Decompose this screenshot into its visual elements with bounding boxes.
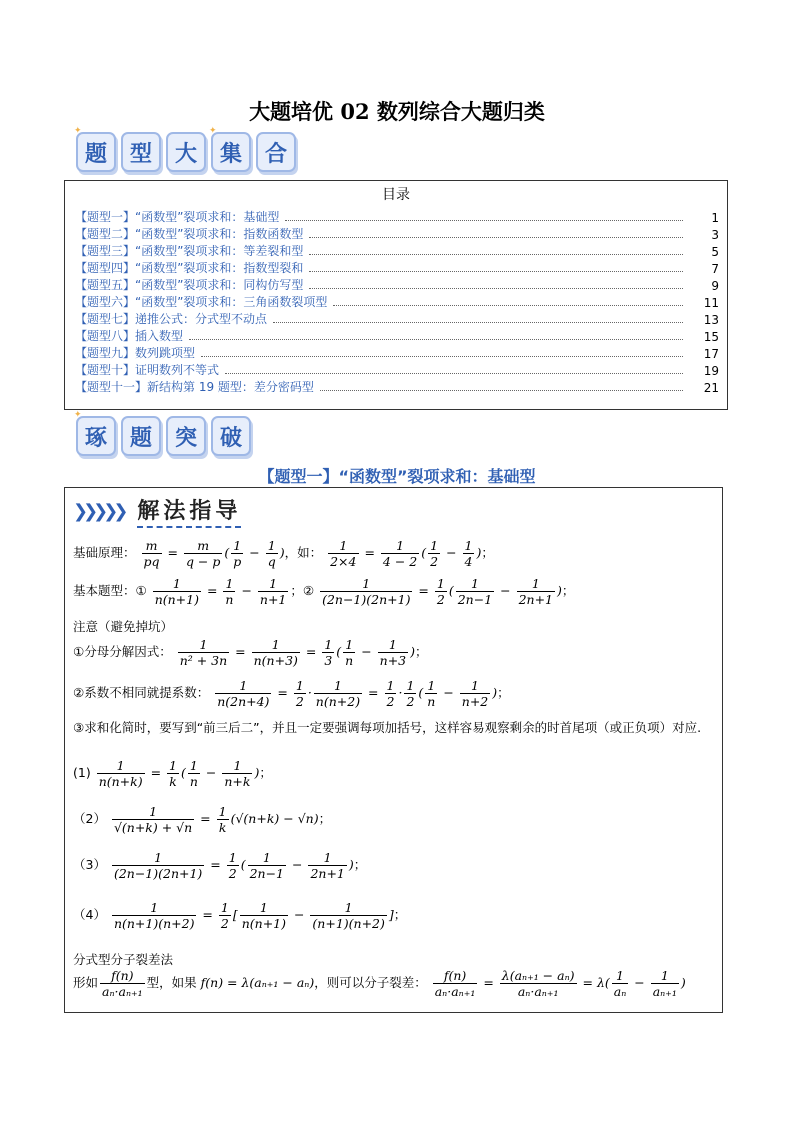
guide-title: 解法指导 — [137, 494, 241, 528]
toc-item[interactable]: 【题型九】数列跳项型 17 — [75, 346, 719, 361]
chevron-right-icon: ❯❯❯❯❯ — [73, 500, 124, 522]
fraction-split-heading: 分式型分子裂差法 — [73, 952, 174, 967]
toc-item[interactable]: 【题型一】“函数型”裂项求和：基础型 1 — [75, 210, 719, 225]
note-factor-line: ①分母分解因式： $\frac{1}{\text{n² + 3n}}$ = $\frac{1}{n(n+3)}$ = $\frac{1}{3}$ ( $\frac{1}{n}$ − $\frac{1}{n+3}$ )； — [73, 637, 428, 668]
formula-2: （2） $\frac{1}{√(n+k) + √n}$ = $\frac{1}{k}$ (√(n+k) − √n)； — [73, 804, 332, 835]
banner-tile: 合 — [256, 132, 296, 172]
toc-item[interactable]: 【题型五】“函数型”裂项求和：同构仿写型 9 — [75, 278, 719, 293]
formula-3: （3） $\frac{1}{(2n-1)(2n+1)}$ = $\frac{1}{2}$ ( $\frac{1}{2n-1}$ − $\frac{1}{2n+1}$ )； — [73, 850, 367, 881]
guide-header — [73, 494, 241, 528]
sparkle-icon: ✦ — [209, 126, 217, 136]
section-heading: 【题型一】“函数型”裂项求和：基础型 — [258, 467, 536, 486]
toc-item[interactable]: 【题型七】递推公式：分式型不动点 13 — [75, 312, 719, 327]
note-heading: 注意（避免掉坑） — [73, 619, 174, 634]
basic-principle-line: 基础原理： $\frac{m}{pq}$ = $\frac{m}{q - p}$ ( $\frac{1}{p}$ − $\frac{1}{q}$ )，如： $\frac{1}{2\times 4}$ = $\frac{1}{4 - 2}$ ( $\frac{1}{2}$ − $\frac{1}{4}$ )； — [73, 538, 494, 569]
note-summation-text: ③求和化简时，要写到“前三后二”，并且一定要强调每项加括号，这样容易观察剩余的时首尾项（或正负项）对应. — [73, 720, 702, 735]
toc-item[interactable]: 【题型二】“函数型”裂项求和：指数函数型 3 — [75, 227, 719, 242]
toc-item[interactable]: 【题型三】“函数型”裂项求和：等差裂和型 5 — [75, 244, 719, 259]
banner-question-types — [74, 126, 296, 172]
banner-tile: 突 — [166, 416, 206, 456]
document-title: 大题培优 02 数列综合大题归类 — [249, 99, 545, 124]
sparkle-icon: ✦ — [74, 126, 82, 136]
toc-item[interactable]: 【题型十一】新结构第 19 题型：差分密码型 21 — [75, 380, 719, 395]
toc-item[interactable]: 【题型四】“函数型”裂项求和：指数型裂和 7 — [75, 261, 719, 276]
banner-tile: 题 — [121, 416, 161, 456]
banner-tile: 大 — [166, 132, 206, 172]
basic-types-line: 基本题型：① $\frac{1}{n(n+1)}$ = $\frac{1}{n}$ − $\frac{1}{n+1}$ ；② $\frac{1}{(2n-1)(2n+1)}$ = $\frac{1}{2}$ ( $\frac{1}{2n-1}$ − $\frac{1}{2n+1}$ )； — [73, 576, 575, 607]
sparkle-icon: ✦ — [74, 410, 82, 420]
formula-1: (1) $\frac{1}{n(n+k)}$ = $\frac{1}{k}$ ( $\frac{1}{n}$ − $\frac{1}{n+k}$ )； — [73, 758, 272, 789]
banner-tile: ✦ 集 — [211, 132, 251, 172]
note-coefficient-line: ②系数不相同就提系数： $\frac{1}{n(2n+4)}$ = $\frac{1}{2}$ · $\frac{1}{n(n+2)}$ = $\frac{1}{2}$ · $\frac{1}{2}$ ( $\frac{1}{n}$ − $\frac{1}{n+2}$ )； — [73, 678, 510, 709]
toc-item[interactable]: 【题型八】插入数型 15 — [75, 329, 719, 344]
table-of-contents — [64, 180, 728, 410]
method-guide-box — [64, 487, 723, 1013]
banner-tile: ✦ 题 — [76, 132, 116, 172]
fraction-split-line: 形如 $\frac{f(n)}{\text{aₙ·aₙ₊₁}}$ 型，如果 f(n) = λ(aₙ₊₁ − aₙ)，则可以分子裂差： $\frac{f(n)}{\text{aₙ·aₙ₊₁}}$ = $\frac{\text{λ(aₙ₊₁ − aₙ)}}{\text{aₙ·aₙ₊₁}}$ = λ( $\frac{1}{\text{aₙ}}$ − $\frac{1}{\text{aₙ₊₁}}$ ) — [73, 968, 686, 999]
banner-problem-breakthrough — [74, 410, 251, 456]
formula-4: （4） $\frac{1}{n(n+1)(n+2)}$ = $\frac{1}{2}$ [ $\frac{1}{n(n+1)}$ − $\frac{1}{(n+1)(n+2)}$ ]； — [73, 900, 407, 931]
toc-item[interactable]: 【题型十】证明数列不等式 19 — [75, 363, 719, 378]
banner-tile: 破 — [211, 416, 251, 456]
banner-tile: ✦ 琢 — [76, 416, 116, 456]
banner-tile: 型 — [121, 132, 161, 172]
toc-item[interactable]: 【题型六】“函数型”裂项求和：三角函数裂项型 11 — [75, 295, 719, 310]
toc-heading: 目录 — [382, 187, 410, 203]
